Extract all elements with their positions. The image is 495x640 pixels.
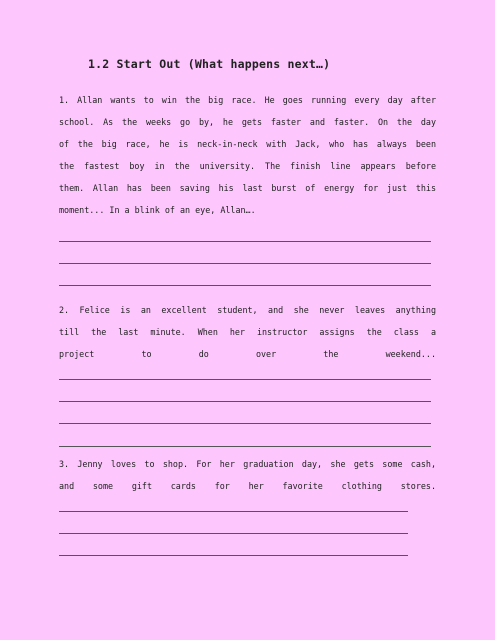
answer-line[interactable] xyxy=(59,379,431,380)
answer-line[interactable] xyxy=(59,241,431,242)
question-1-line: 1. Allan wants to win the big race. He goes running every day after xyxy=(59,95,436,105)
answer-line[interactable] xyxy=(59,555,408,556)
question-1-line: school. As the weeks go by, he gets faster and faster. On the day xyxy=(59,117,436,127)
question-3-line: 3. Jenny loves to shop. For her graduation day, she gets some cash, xyxy=(59,459,436,469)
question-1 xyxy=(59,89,436,221)
answer-line[interactable] xyxy=(59,285,431,286)
answer-line[interactable] xyxy=(59,401,431,402)
question-1-line: them. Allan has been saving his last burst of energy for just this xyxy=(59,183,436,193)
answer-line[interactable] xyxy=(59,263,431,264)
answer-line[interactable] xyxy=(59,446,431,447)
question-2-line: 2. Felice is an excellent student, and she never leaves anything xyxy=(59,305,436,315)
answer-line[interactable] xyxy=(59,511,408,512)
question-1-line: moment... In a blink of an eye, Allan…. xyxy=(59,205,256,215)
question-3-line: and some gift cards for her favorite clothing stores. xyxy=(59,481,436,491)
question-1-line: the fastest boy in the university. The finish line appears before xyxy=(59,161,436,171)
question-1-line: of the big race, he is neck-in-neck with Jack, who has always been xyxy=(59,139,436,149)
worksheet-title: 1.2 Start Out (What happens next…) xyxy=(88,57,331,71)
answer-line[interactable] xyxy=(59,533,408,534)
question-2-line: till the last minute. When her instructor assigns the class a xyxy=(59,327,436,337)
question-2-line: project to do over the weekend... xyxy=(59,349,436,359)
question-2 xyxy=(59,299,436,365)
answer-line[interactable] xyxy=(59,423,431,424)
question-3 xyxy=(59,453,436,497)
